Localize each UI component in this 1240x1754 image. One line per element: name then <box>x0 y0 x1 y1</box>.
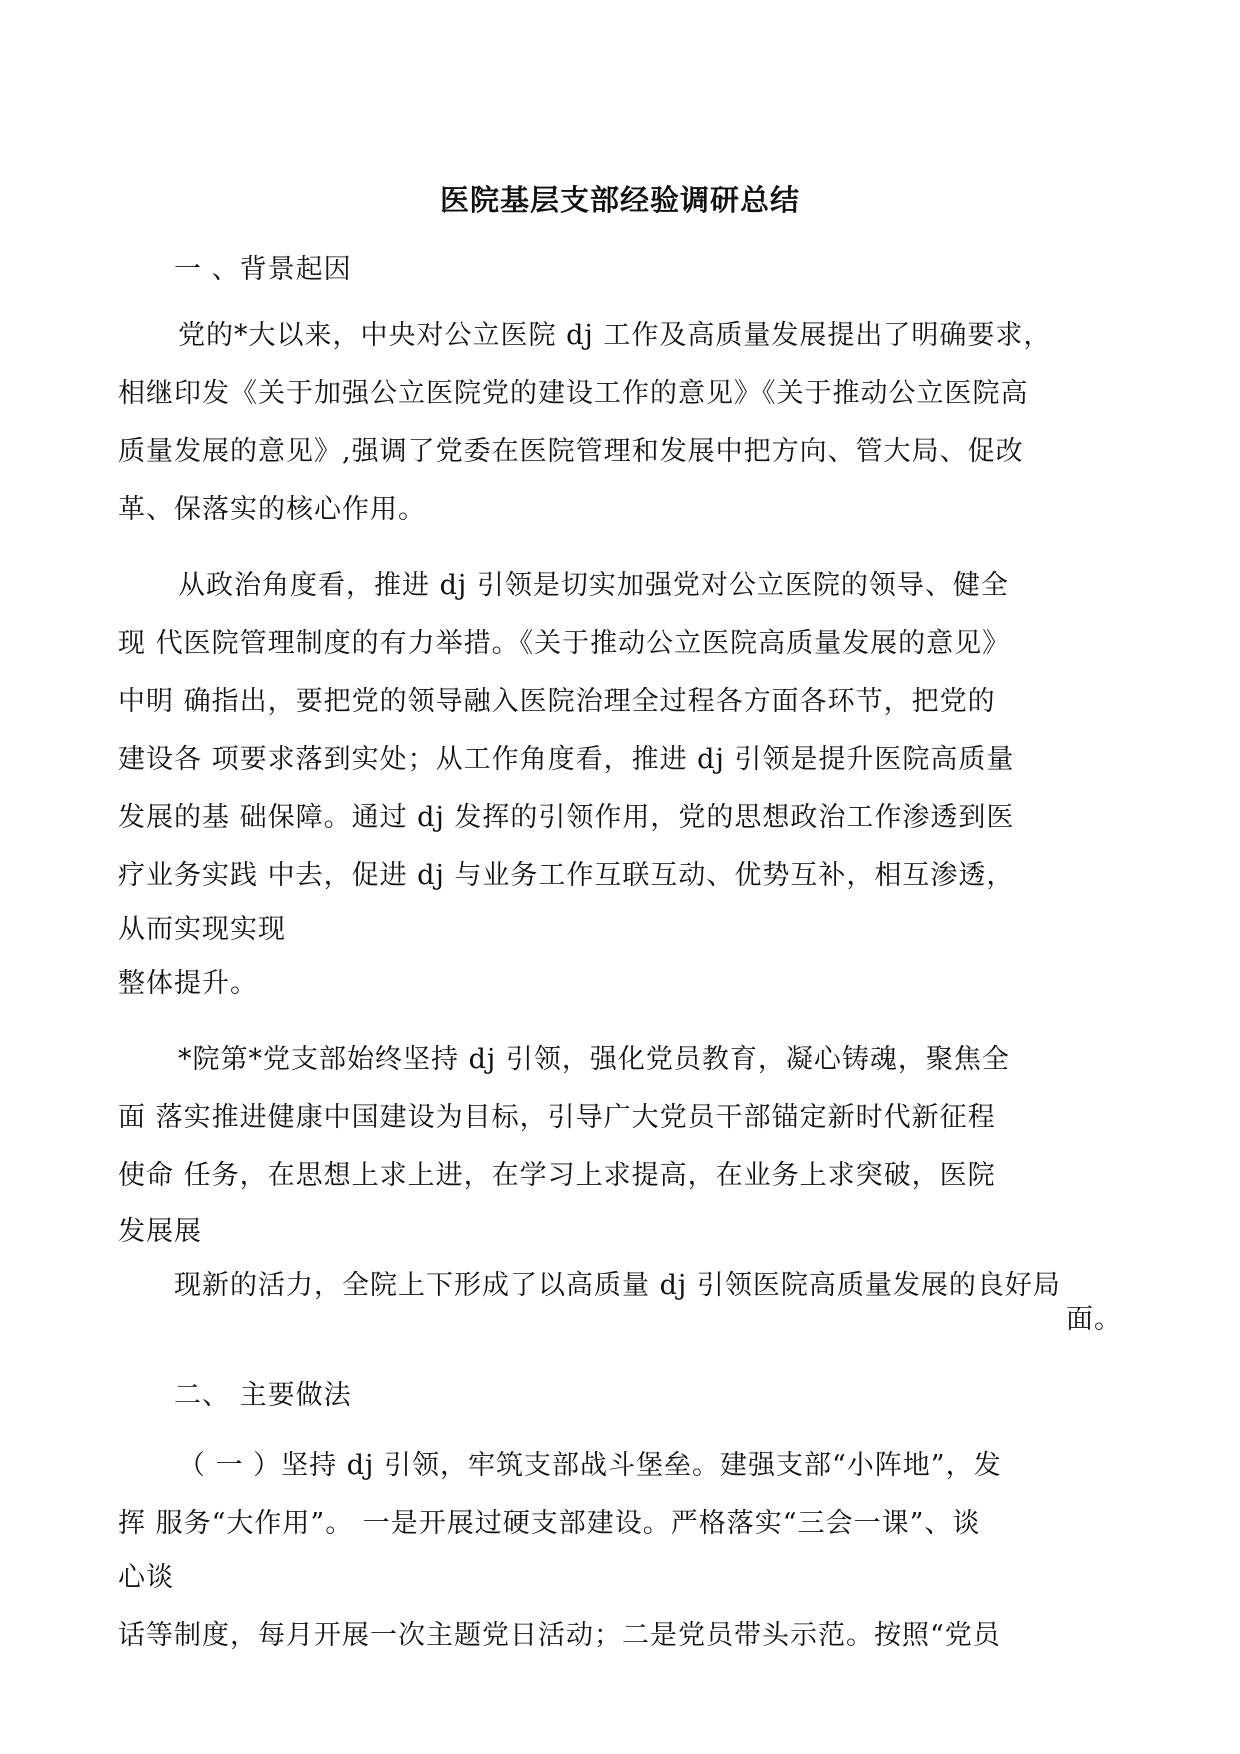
paragraph-line: 发展的基 础保障。通过 dj 发挥的引领作用，党的思想政治工作渗透到医 <box>118 802 1015 833</box>
paragraph-line: 党的*大以来，中央对公立医院 dj 工作及高质量发展提出了明确要求， <box>178 320 1052 351</box>
paragraph-line: 相继印发《关于加强公立医院党的建设工作的意见》《关于推动公立医院高 <box>118 378 1029 409</box>
paragraph-line: 从政治角度看，推进 dj 引领是切实加强党对公立医院的领导、健全 <box>178 570 1009 601</box>
paragraph-line: 挥 服务“大作用”。 一是开展过硬支部建设。严格落实“三会一课”、谈 <box>118 1508 981 1539</box>
paragraph-line: 现新的活力，全院上下形成了以高质量 dj 引领医院高质量发展的良好局 <box>174 1270 1061 1301</box>
document-title: 医院基层支部经验调研总结 <box>439 183 800 217</box>
paragraph-line: 质量发展的意见》,强调了党委在医院管理和发展中把方向、管大局、促改 <box>118 436 1024 467</box>
section-heading-background: 一 、背景起因 <box>174 254 352 285</box>
paragraph-line: 面。 <box>1066 1304 1122 1335</box>
paragraph-line: *院第*党支部始终坚持 dj 引领，强化党员教育，凝心铸魂，聚焦全 <box>178 1044 1010 1075</box>
paragraph-line: 整体提升。 <box>118 968 258 999</box>
paragraph-line: 话等制度，每月开展一次主题党日活动；二是党员带头示范。按照“党员 <box>118 1620 1001 1651</box>
paragraph-line: 革、保落实的核心作用。 <box>118 494 426 525</box>
paragraph-line: 面 落实推进健康中国建设为目标，引导广大党员干部锚定新时代新征程 <box>118 1102 996 1133</box>
paragraph-line: 疗业务实践 中去，促进 dj 与业务工作互联互动、优势互补，相互渗透， <box>118 860 1015 891</box>
paragraph-line: （ 一 ）坚持 dj 引领，牢筑支部战斗堡垒。建强支部“小阵地”，发 <box>178 1450 1002 1481</box>
paragraph-line: 现 代医院管理制度的有力举措。《关于推动公立医院高质量发展的意见》 <box>118 628 1011 659</box>
paragraph-line: 从而实现实现 <box>118 914 286 945</box>
section-heading-methods: 二、 主要做法 <box>174 1380 352 1411</box>
paragraph-line: 发展展 <box>118 1216 202 1247</box>
paragraph-line: 心谈 <box>118 1562 174 1593</box>
paragraph-line: 中明 确指出，要把党的领导融入医院治理全过程各方面各环节，把党的 <box>118 686 996 717</box>
paragraph-line: 使命 任务，在思想上求上进，在学习上求提高，在业务上求突破，医院 <box>118 1160 996 1191</box>
paragraph-line: 建设各 项要求落到实处；从工作角度看，推进 dj 引领是提升医院高质量 <box>118 744 1015 775</box>
